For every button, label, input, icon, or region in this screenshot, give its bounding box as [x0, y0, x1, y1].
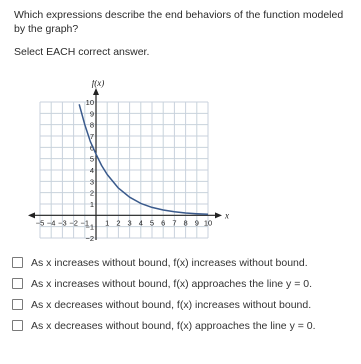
- y-tick-label: 3: [89, 177, 94, 187]
- x-tick-label: −4: [46, 218, 56, 228]
- choice-1-label: As x increases without bound, f(x) increases without bound.: [31, 256, 308, 269]
- y-axis-arrow-up: [93, 88, 99, 95]
- x-tick-label: −2: [69, 218, 78, 228]
- function-curve: [79, 104, 208, 214]
- choice-2[interactable]: [12, 273, 357, 294]
- y-axis-label: f(x): [91, 80, 105, 88]
- x-axis-arrow-right: [215, 212, 222, 218]
- checkbox-3[interactable]: [12, 299, 23, 310]
- x-tick-label: 1: [105, 218, 110, 228]
- y-tick-label: 6: [89, 143, 94, 153]
- x-tick-label: 2: [116, 218, 121, 228]
- choice-1[interactable]: [12, 252, 357, 273]
- y-tick-label: 5: [89, 154, 94, 164]
- x-tick-label: −5: [35, 218, 45, 228]
- y-tick-label: 7: [89, 132, 94, 141]
- y-tick-label: 1: [89, 200, 94, 209]
- y-tick-label: 8: [89, 120, 94, 130]
- checkbox-1[interactable]: [12, 257, 23, 268]
- x-tick-label: 10: [203, 218, 213, 228]
- y-tick-label: 9: [89, 109, 94, 119]
- instruction-text: Select EACH correct answer.: [14, 46, 150, 58]
- choice-4[interactable]: [12, 315, 357, 336]
- choice-2-label: As x increases without bound, f(x) approaches the line y = 0.: [31, 277, 313, 290]
- choice-3-label: As x decreases without bound, f(x) increases without bound.: [31, 298, 312, 311]
- x-axis-label: x: [225, 210, 229, 221]
- function-graph: [0, 80, 361, 245]
- y-tick-label: −2: [85, 234, 94, 243]
- x-axis-arrow-left: [28, 212, 35, 218]
- y-tick-label: 10: [85, 98, 94, 107]
- question-text: Which expressions describe the end behaviors of the function modeled by the graph?: [14, 9, 344, 35]
- x-tick-label: 7: [172, 218, 177, 228]
- x-tick-label: 3: [127, 218, 132, 228]
- y-tick-label: −1: [85, 222, 94, 232]
- answer-choices: [12, 252, 357, 336]
- y-tick-label: 2: [89, 188, 94, 198]
- x-tick-label: 9: [194, 218, 199, 228]
- graph-svg: [0, 80, 361, 245]
- x-tick-label: −3: [58, 218, 67, 228]
- choice-4-label: As x decreases without bound, f(x) approaches the line y = 0.: [31, 319, 316, 332]
- x-tick-label: 8: [183, 218, 188, 228]
- x-tick-label: −1: [80, 218, 90, 228]
- checkbox-2[interactable]: [12, 278, 23, 289]
- choice-3[interactable]: [12, 294, 357, 315]
- y-tick-label: 4: [89, 166, 94, 175]
- x-tick-label: 4: [138, 218, 143, 228]
- x-tick-label: 5: [149, 218, 155, 228]
- x-tick-label: 6: [161, 218, 166, 228]
- checkbox-4[interactable]: [12, 320, 23, 331]
